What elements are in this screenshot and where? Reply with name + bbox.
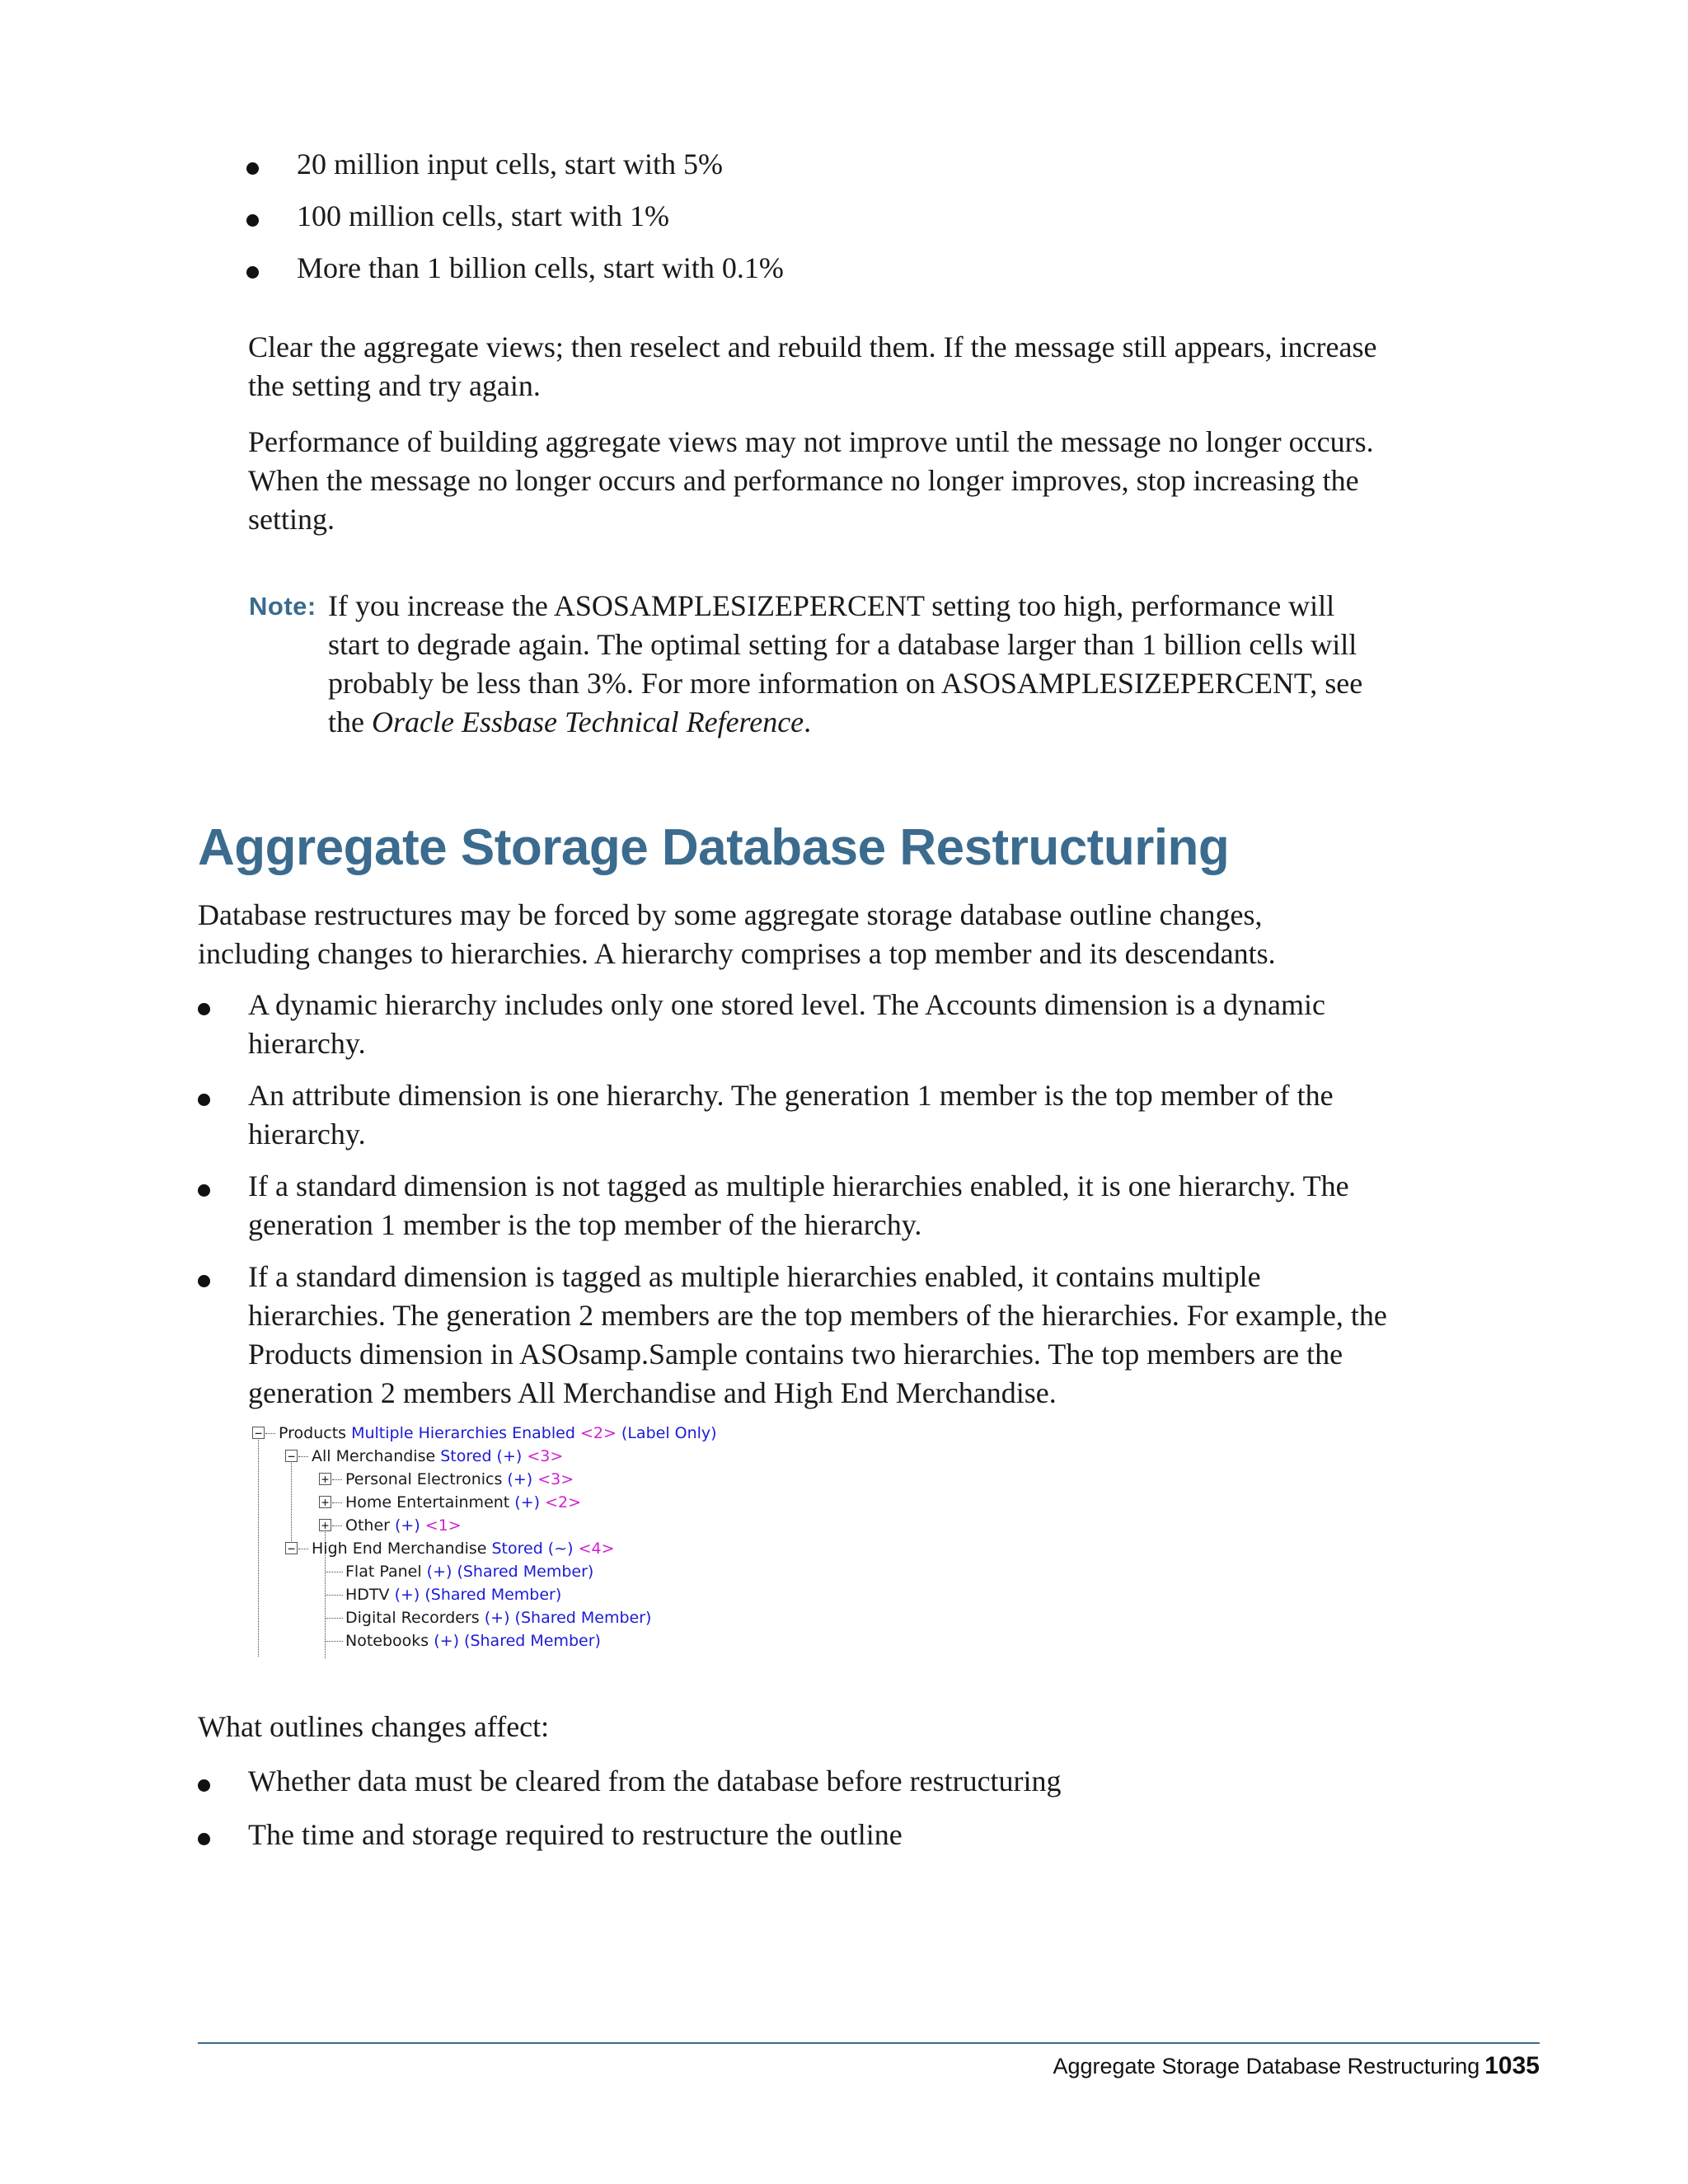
paragraph-clear-views: Clear the aggregate views; then reselect and rebuild them. If the message still appears, increase the setting and try again. (248, 330, 1377, 402)
tree-branch (325, 1595, 343, 1596)
member-tag: (+) (Shared Member) (434, 1632, 601, 1650)
member-count: <1> (424, 1516, 462, 1535)
intro-paragraph: Database restructures may be forced by some aggregate storage database outline changes, including changes to hierarchies. A hierarchy comprises a top member and its descendants. (198, 898, 1276, 970)
collapse-icon[interactable]: − (285, 1450, 298, 1462)
tree-row-notebooks (325, 1630, 601, 1652)
section-heading: Aggregate Storage Database Restructuring (198, 819, 1230, 876)
tree-branch (265, 1433, 275, 1434)
bullet-dot (198, 1094, 210, 1106)
member-tag: (+) (Shared Member) (426, 1563, 594, 1581)
note-body: If you increase the ASOSAMPLESIZEPERCENT setting too high, performance will start to degrade again. The optimal setting for a database larger than 1 billion cells will probably be less than 3%. For more information on ASOSAMPLESIZEPERCENT, see the (328, 589, 1363, 738)
paragraph-performance: Performance of building aggregate views may not improve until the message no longer occurs. When the message no longer occurs and performance no longer improves, stop increasing the setting. (248, 425, 1374, 536)
tree-row-flat-panel (325, 1561, 593, 1582)
top-bullet-3: More than 1 billion cells, start with 0.1% (297, 251, 784, 284)
collapse-icon[interactable]: − (285, 1542, 298, 1554)
tree-row-all-merchandise (280, 1446, 563, 1467)
tree-row-products (247, 1422, 717, 1444)
member-name: HDTV (345, 1586, 390, 1604)
tree-branch (325, 1641, 343, 1642)
hierarchy-bullet-3: If a standard dimension is not tagged as multiple hierarchies enabled, it is one hierarchy. The generation 1 member is the top member of the hierarchy. (248, 1169, 1349, 1241)
top-bullet-2: 100 million cells, start with 1% (297, 199, 669, 232)
member-extra: (Label Only) (621, 1424, 717, 1442)
hierarchy-bullet-4: If a standard dimension is tagged as multiple hierarchies enabled, it contains multiple hierarchies. The generation 2 members are the top members of the hierarchies. For example, the Products dimension in ASOsamp.Sample contains two hierarchies. The top members are the generation 2 members All Merchandise and High End Merchandise. (248, 1260, 1387, 1409)
tree-row-high-end-merchandise (280, 1538, 615, 1559)
member-name: Digital Recorders (345, 1609, 480, 1627)
affect-bullet-2: The time and storage required to restructure the outline (248, 1818, 903, 1851)
note-label: Note: (249, 592, 316, 621)
tree-branch (332, 1502, 342, 1503)
page-number: 1035 (1484, 2052, 1540, 2079)
affect-intro: What outlines changes affect: (198, 1710, 550, 1743)
member-tag: (+) (Shared Member) (394, 1586, 562, 1604)
expand-icon[interactable]: + (319, 1496, 331, 1508)
note-text (328, 587, 1367, 742)
member-count: <2> (579, 1424, 617, 1442)
member-operator: (+) (507, 1470, 533, 1488)
affect-bullet-1: Whether data must be cleared from the database before restructuring (248, 1765, 1062, 1797)
collapse-icon[interactable]: − (252, 1427, 265, 1439)
expand-icon[interactable]: + (319, 1473, 331, 1485)
tree-row-digital-recorders (325, 1607, 651, 1629)
member-name: Home Entertainment (345, 1493, 510, 1511)
bullet-dot (246, 214, 259, 227)
note-end: . (804, 705, 812, 738)
member-operator: (+) (395, 1516, 420, 1535)
member-name: Other (345, 1516, 390, 1535)
member-name: All Merchandise (312, 1447, 436, 1465)
bullet-dot (246, 266, 259, 279)
member-tag: (+) (Shared Member) (484, 1609, 652, 1627)
note-reference: Oracle Essbase Technical Reference (371, 705, 804, 738)
bullet-dot (246, 162, 259, 175)
bullet-dot (198, 1275, 210, 1287)
footer-rule (198, 2042, 1540, 2044)
bullet-dot (198, 1833, 210, 1845)
tree-branch (325, 1618, 343, 1619)
member-count: <3> (527, 1447, 564, 1465)
member-name: Products (279, 1424, 347, 1442)
page-footer (1053, 2052, 1540, 2080)
hierarchy-bullet-1: A dynamic hierarchy includes only one stored level. The Accounts dimension is a dynamic hierarchy. (248, 988, 1326, 1060)
tree-row-hdtv (325, 1584, 561, 1605)
footer-title: Aggregate Storage Database Restructuring (1053, 2054, 1480, 2079)
member-count: <2> (545, 1493, 582, 1511)
tree-connector (258, 1436, 259, 1657)
member-name: Notebooks (345, 1632, 429, 1650)
bullet-dot (198, 1184, 210, 1197)
bullet-dot (198, 1003, 210, 1015)
member-count: <3> (537, 1470, 574, 1488)
top-bullet-1: 20 million input cells, start with 5% (297, 148, 723, 180)
tree-row-home-entertainment (314, 1492, 581, 1513)
outline-tree (247, 1422, 824, 1661)
hierarchy-bullet-2: An attribute dimension is one hierarchy. The generation 1 member is the top member of the hierarchy. (248, 1079, 1334, 1151)
tree-connector (291, 1459, 292, 1549)
tree-branch (332, 1479, 342, 1480)
member-count: <4> (578, 1540, 615, 1558)
member-name: High End Merchandise (312, 1540, 487, 1558)
tree-row-other (314, 1515, 462, 1536)
bullet-dot (198, 1779, 210, 1792)
tree-branch (298, 1456, 308, 1457)
member-name: Personal Electronics (345, 1470, 503, 1488)
expand-icon[interactable]: + (319, 1519, 331, 1531)
member-operator: (+) (514, 1493, 541, 1511)
member-tag: Multiple Hierarchies Enabled (351, 1424, 575, 1442)
member-name: Flat Panel (345, 1563, 422, 1581)
member-tag: Stored (+) (440, 1447, 523, 1465)
tree-row-personal-electronics (314, 1469, 574, 1490)
member-tag: Stored (~) (491, 1540, 574, 1558)
